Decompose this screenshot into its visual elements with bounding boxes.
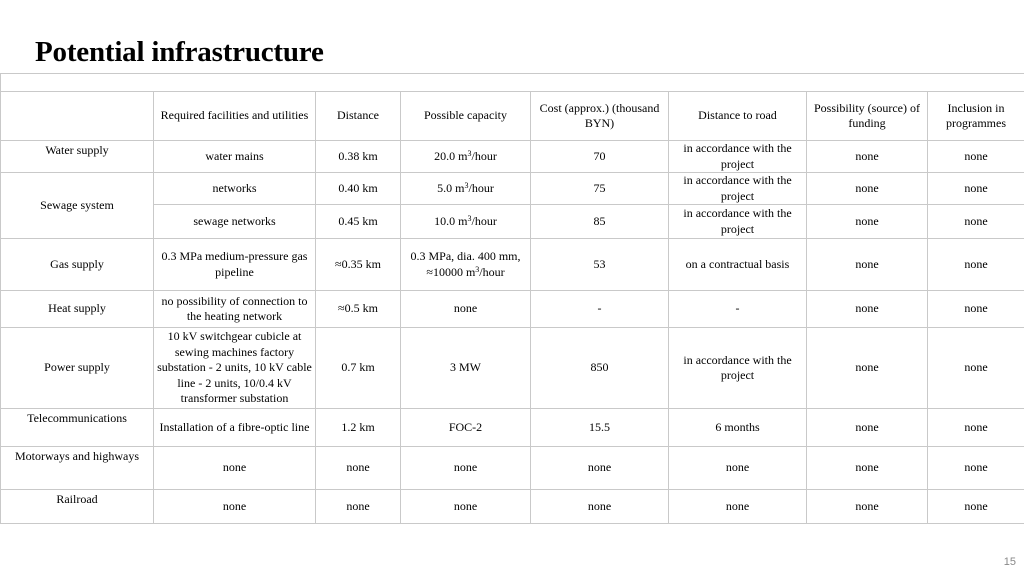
cell-funding: none [807,239,928,291]
cell-facility: no possibility of connection to the heating network [154,291,316,328]
cell-capacity: none [401,447,531,490]
header-inclusion: Inclusion in programmes [928,92,1024,141]
cell-cost: 53 [531,239,669,291]
capacity-value: 10.0 m [434,213,468,228]
header-capacity: Possible capacity [401,92,531,141]
cell-funding: none [807,173,928,205]
table-row [1,328,1024,409]
header-distance: Distance [316,92,401,141]
cell-cost: 15.5 [531,409,669,447]
table-row [1,141,1024,173]
table-row [1,409,1024,447]
row-category: Motorways and highways [1,447,154,490]
infrastructure-table [0,73,1024,524]
cell-inclusion: none [928,239,1024,291]
capacity-unit: /hour [471,148,497,163]
row-category: Telecommunications [1,409,154,447]
cell-facility: none [154,447,316,490]
cell-inclusion: none [928,173,1024,205]
cell-distance: ≈0.5 km [316,291,401,328]
table-row [1,205,1024,239]
cell-cost: 75 [531,173,669,205]
cell-road: on a contractual basis [669,239,807,291]
cell-capacity: 3 MW [401,328,531,409]
cell-road: in accordance with the project [669,205,807,239]
cell-road: - [669,291,807,328]
cell-funding: none [807,141,928,173]
cell-distance: 0.38 km [316,141,401,173]
table-top-band [1,74,1024,92]
cell-inclusion: none [928,409,1024,447]
table-header-row [1,92,1024,141]
cell-facility: 0.3 MPa medium-pressure gas pipeline [154,239,316,291]
table-row [1,173,1024,205]
cell-capacity [401,205,531,239]
cell-funding: none [807,409,928,447]
cell-road: 6 months [669,409,807,447]
cell-cost: none [531,490,669,524]
cell-road: in accordance with the project [669,328,807,409]
cell-distance: 1.2 km [316,409,401,447]
cell-distance: ≈0.35 km [316,239,401,291]
row-category: Water supply [1,141,154,173]
cell-facility: none [154,490,316,524]
capacity-exponent: 3 [467,148,472,158]
cell-capacity [401,239,531,291]
cell-capacity [401,173,531,205]
cell-funding: none [807,328,928,409]
page-number: 15 [1003,556,1016,568]
cell-funding: none [807,205,928,239]
table-row [1,291,1024,328]
cell-cost: 850 [531,328,669,409]
row-category: Railroad [1,490,154,524]
cell-distance: none [316,447,401,490]
capacity-exponent: 3 [467,213,472,223]
cell-facility: Installation of a fibre-optic line [154,409,316,447]
capacity-exponent: 3 [475,264,480,274]
cell-cost: - [531,291,669,328]
cell-road: none [669,490,807,524]
cell-inclusion: none [928,141,1024,173]
header-funding: Possibility (source) of funding [807,92,928,141]
cell-funding: none [807,490,928,524]
cell-cost: 70 [531,141,669,173]
header-cost: Cost (approx.) (thousand BYN) [531,92,669,141]
table-row [1,239,1024,291]
capacity-value: 20.0 m [434,148,468,163]
cell-inclusion: none [928,291,1024,328]
capacity-value: ≈10000 m [426,264,476,279]
page-title: Potential infrastructure [35,36,324,68]
capacity-unit: /hour [479,264,505,279]
header-facilities: Required facilities and utilities [154,92,316,141]
row-category: Sewage system [1,173,154,239]
cell-facility: networks [154,173,316,205]
cell-inclusion: none [928,490,1024,524]
cell-cost: none [531,447,669,490]
cell-facility: water mains [154,141,316,173]
cell-distance: 0.40 km [316,173,401,205]
cell-facility: 10 kV switchgear cubicle at sewing machines factory substation - 2 units, 10 kV cable line - 2 units, 10/0.4 kV transformer substation [154,328,316,409]
capacity-line: 0.3 MPa, dia. 400 mm, [410,249,521,263]
cell-facility: sewage networks [154,205,316,239]
cell-cost: 85 [531,205,669,239]
capacity-unit: /hour [468,180,494,195]
header-category [1,92,154,141]
cell-road: in accordance with the project [669,173,807,205]
cell-funding: none [807,447,928,490]
cell-capacity: none [401,490,531,524]
cell-distance: 0.45 km [316,205,401,239]
cell-inclusion: none [928,205,1024,239]
row-category: Gas supply [1,239,154,291]
cell-capacity: none [401,291,531,328]
capacity-value: 5.0 m [437,180,465,195]
cell-inclusion: none [928,447,1024,490]
cell-capacity [401,141,531,173]
cell-funding: none [807,291,928,328]
capacity-exponent: 3 [464,180,469,190]
cell-distance: 0.7 km [316,328,401,409]
table-row [1,490,1024,524]
cell-road: none [669,447,807,490]
header-distance-to-road: Distance to road [669,92,807,141]
row-category: Heat supply [1,291,154,328]
row-category: Power supply [1,328,154,409]
cell-road: in accordance with the project [669,141,807,173]
table-row [1,447,1024,490]
cell-distance: none [316,490,401,524]
cell-inclusion: none [928,328,1024,409]
cell-capacity: FOC-2 [401,409,531,447]
capacity-unit: /hour [471,213,497,228]
